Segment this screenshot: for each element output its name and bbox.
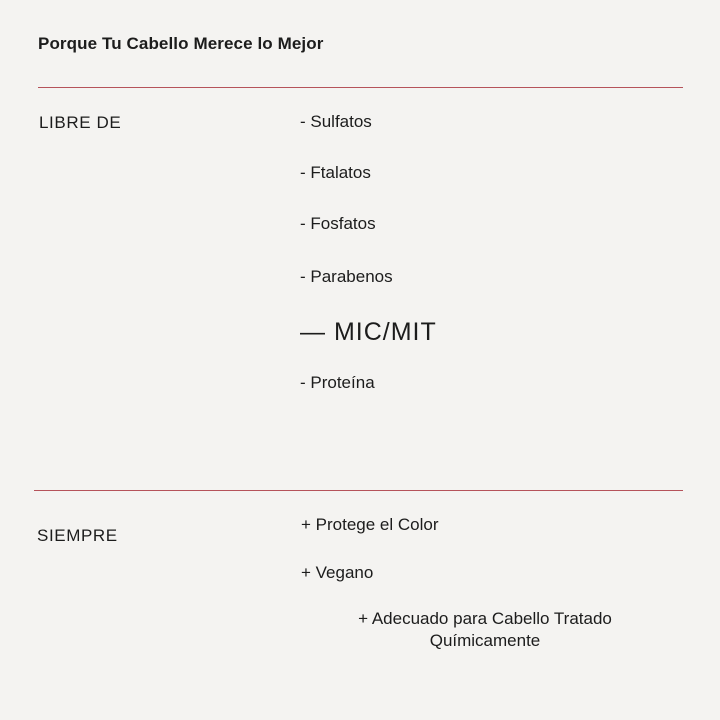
page-title: Porque Tu Cabello Merece lo Mejor xyxy=(38,34,324,53)
libre-de-item-proteina: - Proteína xyxy=(300,373,375,392)
libre-de-item-ftalatos: - Ftalatos xyxy=(300,163,371,182)
libre-de-item-fosfatos: - Fosfatos xyxy=(300,214,376,233)
libre-de-item-mic-mit: — MIC/MIT xyxy=(300,318,437,346)
libre-de-label: LIBRE DE xyxy=(39,113,122,132)
siempre-item-cabello-tratado: + Adecuado para Cabello Tratado Químicamente xyxy=(358,609,612,650)
top-divider xyxy=(38,87,683,88)
middle-divider xyxy=(34,490,683,491)
siempre-item-vegano: + Vegano xyxy=(301,563,374,582)
siempre-label: SIEMPRE xyxy=(37,526,118,545)
libre-de-item-parabenos: - Parabenos xyxy=(300,267,393,286)
siempre-item-protege-color: + Protege el Color xyxy=(301,515,439,534)
libre-de-item-sulfatos: - Sulfatos xyxy=(300,112,372,131)
